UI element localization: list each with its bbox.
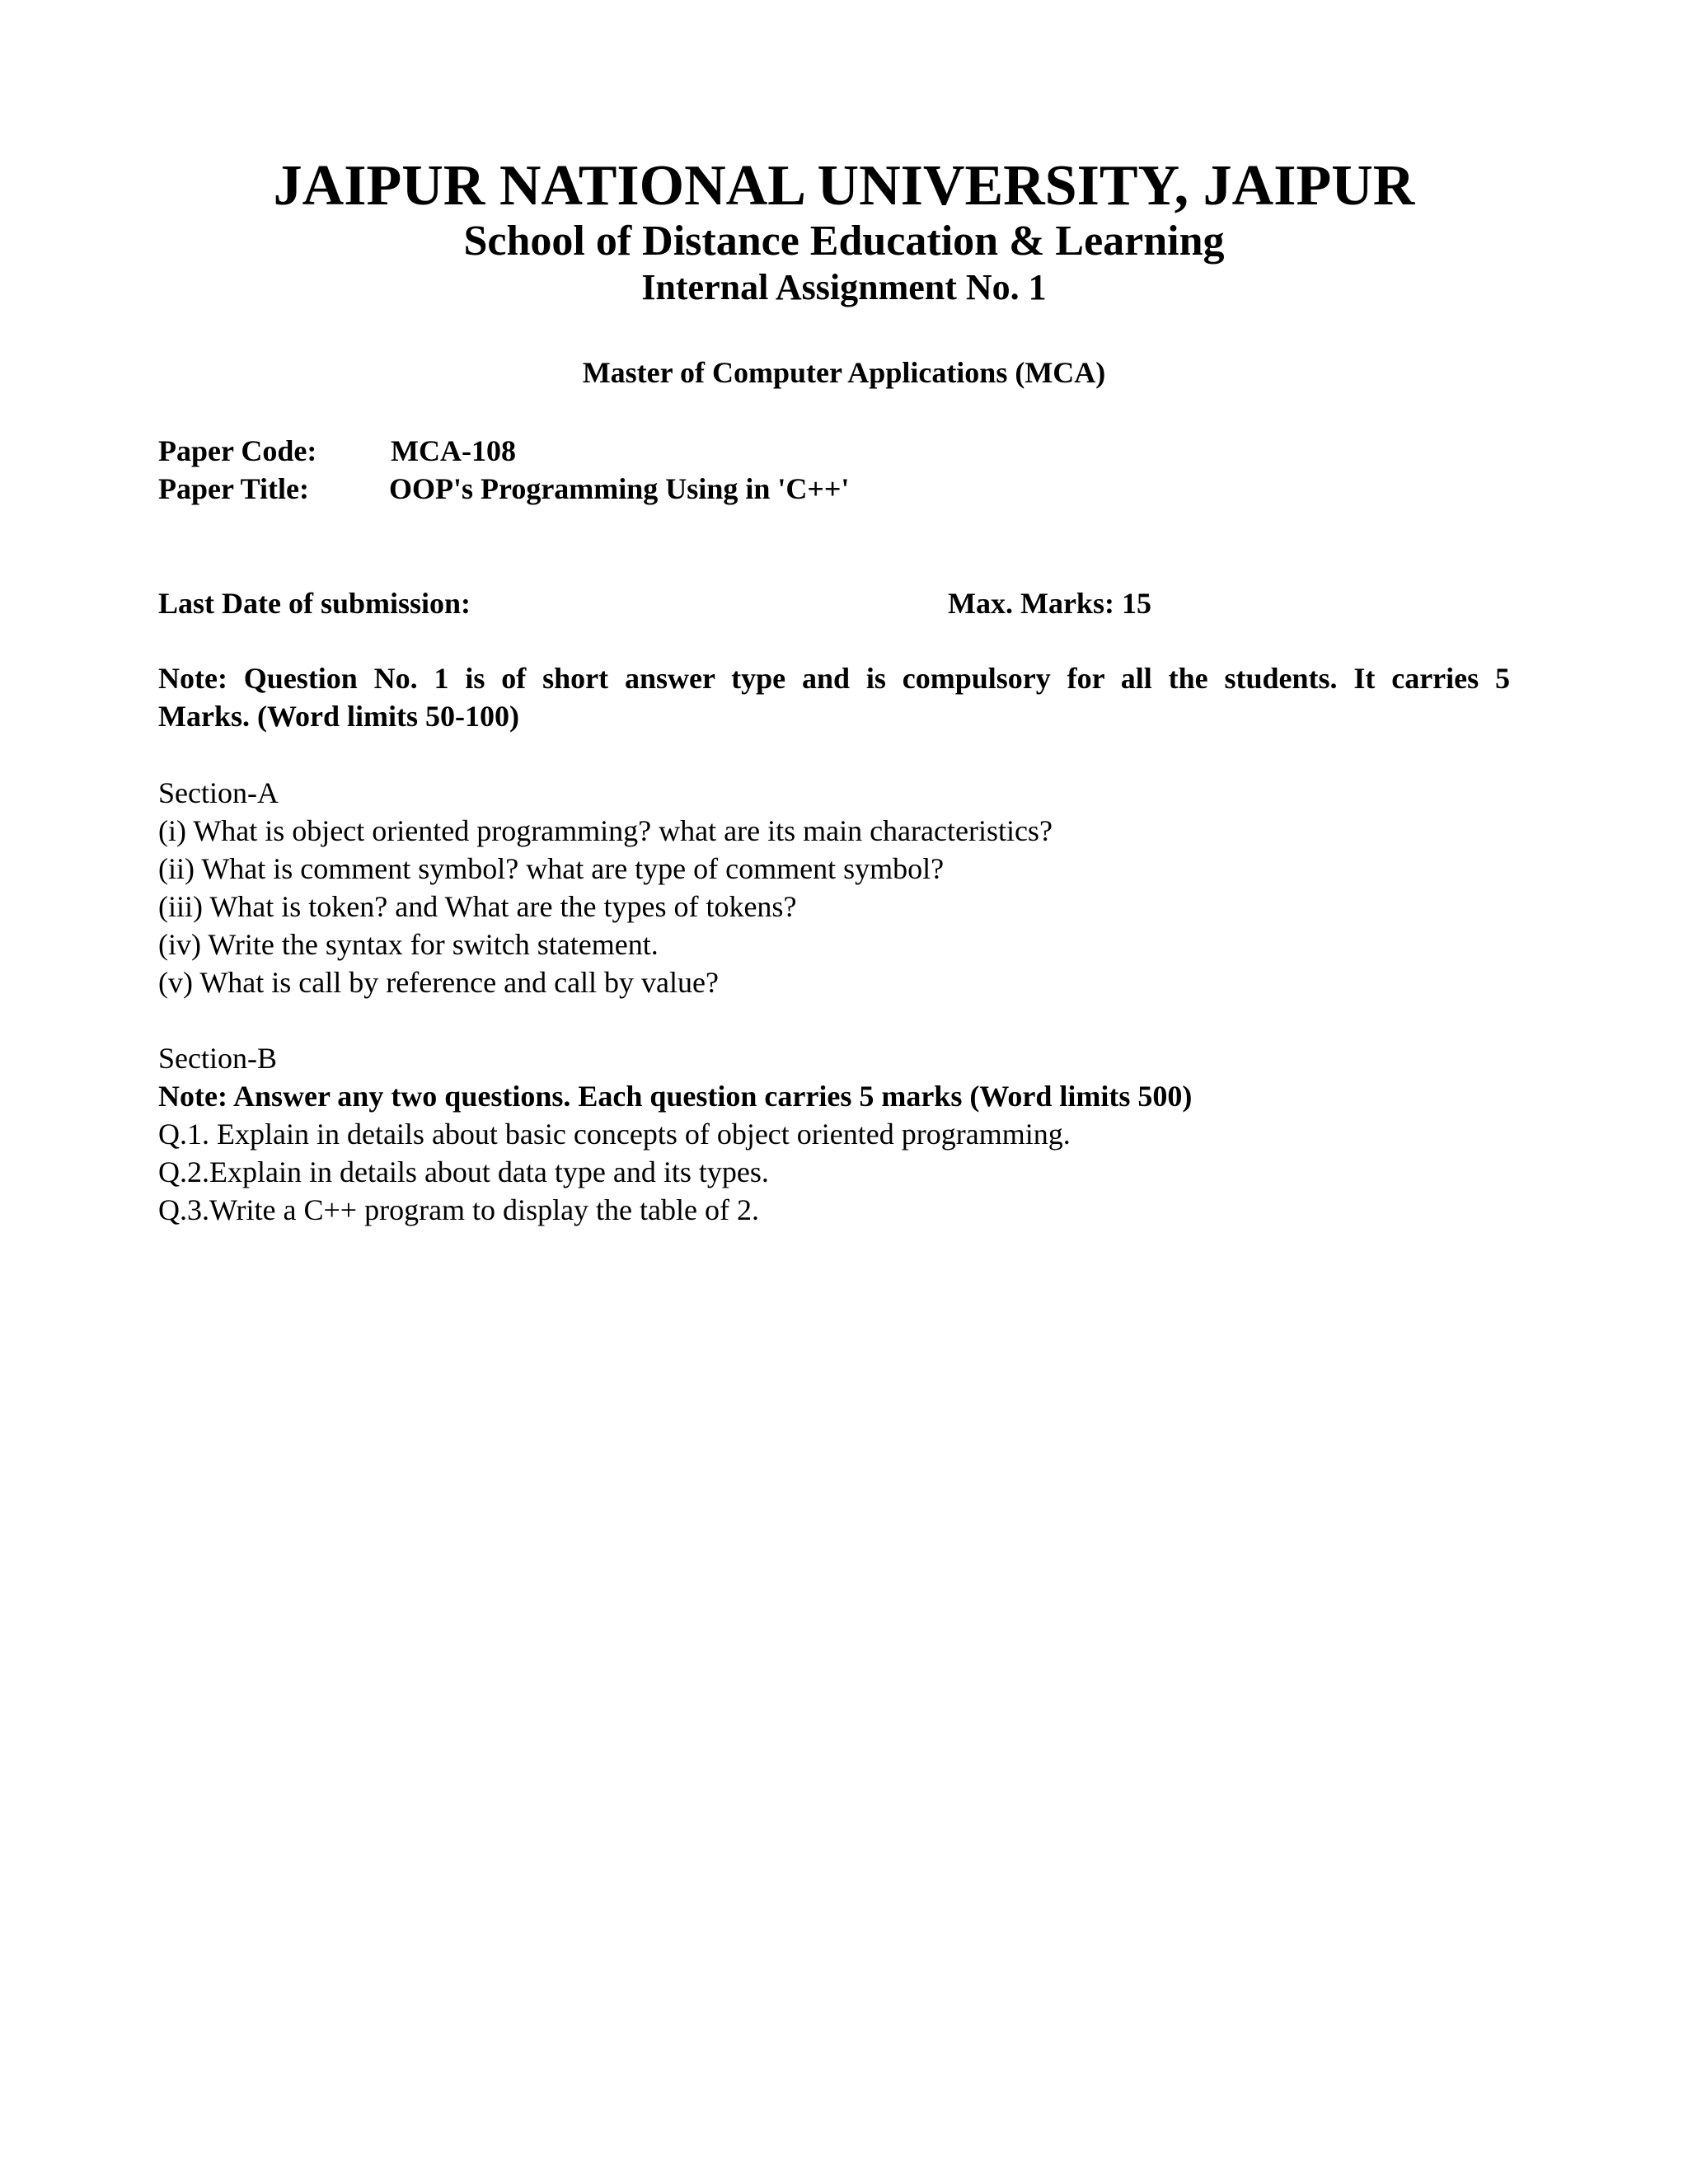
instructions-note (158, 659, 1510, 735)
section-a-question: (iv) Write the syntax for switch statement. (158, 928, 659, 961)
programme-name: Master of Computer Applications (MCA) (582, 356, 1106, 389)
section-b-note: Note: Answer any two questions. Each question carries 5 marks (Word limits 500) (158, 1080, 1193, 1113)
section-a-question: (i) What is object oriented programming? what are its main characteristics? (158, 814, 1053, 847)
max-marks: Max. Marks: 15 (948, 587, 1151, 620)
section-a-question: (v) What is call by reference and call by value? (158, 966, 719, 999)
paper-title-label: Paper Title: (158, 472, 309, 505)
paper-code-value: MCA-108 (391, 434, 516, 467)
assignment-number: Internal Assignment No. 1 (641, 267, 1047, 307)
section-a-question: (ii) What is comment symbol? what are type of comment symbol? (158, 852, 945, 885)
section-a-heading: Section-A (158, 776, 279, 809)
section-a-question: (iii) What is token? and What are the types of tokens? (158, 890, 797, 923)
paper-code-label: Paper Code: (158, 434, 317, 467)
section-b-question: Q.2.Explain in details about data type and its types. (158, 1155, 769, 1188)
section-b-heading: Section-B (158, 1042, 277, 1075)
paper-title-value: OOP's Programming Using in 'C++' (389, 472, 850, 505)
university-title: JAIPUR NATIONAL UNIVERSITY, JAIPUR (273, 154, 1415, 218)
note-line-1: Note: Question No. 1 is of short answer type and is compulsory for all the students. It carries 5 (158, 662, 1510, 695)
note-line-2: Marks. (Word limits 50-100) (158, 700, 519, 733)
last-date-label: Last Date of submission: (158, 587, 471, 620)
section-b-question: Q.1. Explain in details about basic concepts of object oriented programming. (158, 1118, 1071, 1151)
school-name: School of Distance Education & Learning (463, 218, 1225, 265)
section-b-question: Q.3.Write a C++ program to display the table of 2. (158, 1193, 759, 1226)
